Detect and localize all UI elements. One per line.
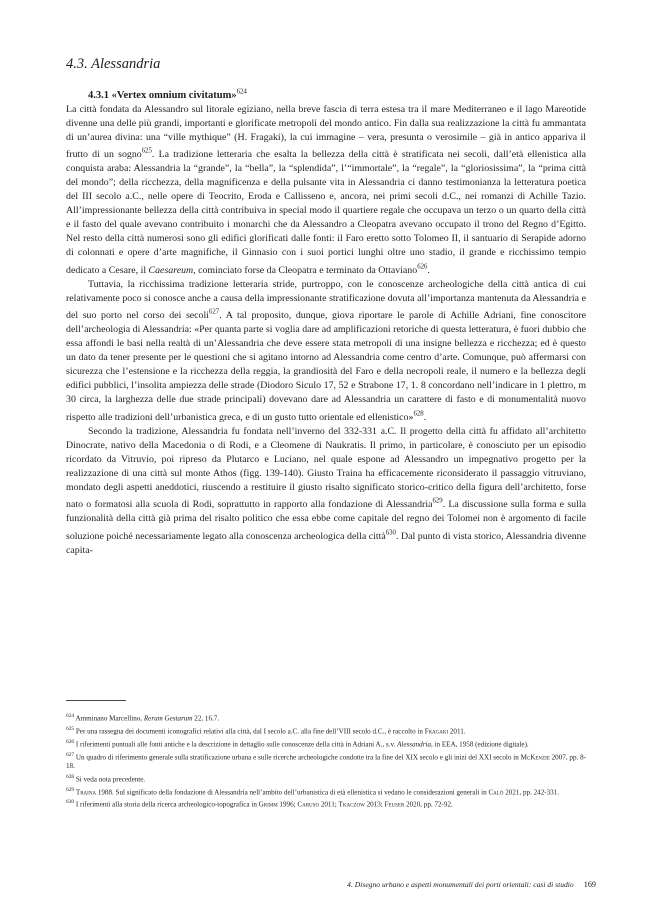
paragraph-3 [66,425,586,558]
author-name: Fragaki [424,727,449,736]
section-title: 4.3. Alessandria [66,56,161,72]
text-run: 2021, pp. 242-331. [503,787,560,796]
subsection-heading-text: 4.3.1 «Vertex omnium civitatum» [88,89,237,101]
footnote-ref: 624 [66,713,75,719]
italic-text: Rerum Gestarum [143,714,193,723]
author-name: Traina [75,787,97,796]
text-run: 1988. Sul significato della fondazione di Alessandria nell’ambito dell’urbanistica di età ellenistica si vedano le considerazioni generali in [96,787,489,796]
paragraph-2-text [66,279,586,423]
author-name: Feuser [384,800,405,809]
author-name: Tkaczow [338,800,365,809]
text-run: . [427,264,430,276]
footnote-separator [66,700,126,701]
paragraph-2 [66,278,586,425]
text-run: La città fondata da Alessandro sul litorale egiziano, nella breve fascia di terra estesa tra il mare Mediterraneo e il lago Mareotide divenne una delle più grandi, importanti e glorificate metropoli del mondo antico. Fin dalla sua realizzazione la città fu ammantata di un’aurea divina: una “ville mythique” (H. Fragaki), la cui immagine – vera, presunta o verosimile – già in antico appariva il frutto di un sogno [66,103,586,160]
italic-text: Alessandria [397,740,431,749]
footnote-ref: 629 [432,498,443,505]
author-name: Grimm [258,800,278,809]
footnote-ref: 627 [66,751,75,758]
author-name: Calò [488,787,504,796]
text-run: 2013; [364,800,385,809]
paragraph-3-text [66,426,586,556]
text-run: Amminano Marcellino, [74,714,144,723]
running-title: 4. Disegno urbano e aspetti monumentali dei porti orientali: casi di studio [347,880,574,889]
page-footer [300,880,596,889]
footnote-ref: 626 [66,738,75,745]
body-text [66,85,586,685]
text-run: Tuttavia, la ricchissima tradizione letteraria stride, purtroppo, con le conoscenze archeologiche della città antica di cui relativamente poco si conosce anche a causa della impressionante stratificazione dovuta all’importanza mantenuta da Alessandria e del suo porto nel corso dei secoli [66,278,586,322]
text-run: . [423,411,427,423]
footnote [66,773,586,785]
text-run: . La discussione sulla forma e sulla funzionalità della città già prima del risalto politico che essa ebbe come capitale del regno dei Tolomei non è argomento di facile soluzione poiché necessariamente legato alla conoscenza archeologica della città [66,499,586,542]
text-run: , cominciato forse da Cleopatra e terminato da Ottaviano [193,264,418,276]
subsection-heading [88,90,247,101]
footnote-ref: 628 [413,410,424,418]
footnote-ref: 630 [385,529,396,537]
footnote-ref: 630 [66,799,75,806]
footnote-ref: 626 [417,263,428,271]
text-run: 2020, pp. 72-92. [404,800,453,809]
text-run: I riferimenti alla storia della ricerca archeologico-topografica in [74,800,259,809]
footnotes [66,712,586,811]
subsection-paragraph [66,85,586,278]
footnote [66,725,586,737]
text-run: . A tal proposito, dunque, giova riportare le parole di Achille Adriani, fine conoscitore dell’archeologia di Alessandria: «Per quanta parte si voglia dare ad amplificazioni retoriche di questa letteratura, è fuori dubbio che essa affondi le basi nella realtà di un’Alessandria che deve essere stata metropoli di una insigne bellezza e ricchezza; ed è questo un dato da tener presente per le questioni che si agitano intorno ad Alessandria come centro d’arte. Comunque, può affermarsi con sicurezza che l’estensione e la ricchezza della reggia, la grandiosità del Faro e della necropoli reale, il numero e la bellezza degli edifici pubblici, l’insolita ampiezza delle strade (Diodoro Siculo 17, 52 e Strabone 17, 1. 8 concordano nell’indicare in 1 plettro, m 30 circa, la larghezza delle due strade principali) dovevano dare ad Alessandria un carattere di fasto e di monumentalità nuovo rispetto alle tradizioni dell’urbanistica greca, e di un gusto tutto orientale ed ellenistico» [66,310,586,423]
author-name: Caruso [297,800,320,809]
italic-text: Caesareum [148,264,194,276]
text-run: , in EEA, 1958 (edizione digitale). [431,740,529,749]
text-run: Un quadro di riferimento generale sulla stratificazione urbana e sulle ricerche archeologiche condotte tra la fine del XIX secolo e gli inizi del XXI secolo in [74,752,521,761]
text-run: I riferimenti puntuali alle fonti antiche e la descrizione in dettaglio sulle conoscenze della città in Adriani A., s.v. [74,740,398,749]
text-run: 2011. [448,727,466,736]
footnote-ref: 629 [66,786,75,793]
text-run: 2007, pp. 8-18. [66,752,586,771]
footnote [66,738,586,750]
paragraph-1-text [66,104,586,276]
text-run: 2011; [319,800,339,809]
text-run: 1996; [277,800,298,809]
text-run: 22, 16.7. [192,714,220,723]
footnote [66,798,586,810]
footnote-ref: 624 [236,88,247,95]
text-run: . Dal punto di vista storico, Alessandria divenne capita- [66,530,586,556]
footnote [66,751,586,772]
footnote [66,786,586,798]
footnote-ref: 625 [141,147,152,155]
page-number: 169 [583,880,596,889]
footnote-ref: 627 [208,308,220,316]
text-run: . La tradizione letteraria che esalta la bellezza della città è stratificata nei secoli, dall’età ellenistica alla conquista araba: Alessandria la “grande”, la “bella”, la “splendida”, l’“immortale”, la “regale”, la “gloriosissima”, la “prima città del mondo”; della ricchezza, della magnificenza e della pulsante vita in Alessandria ci danno testimonianza la letteratura poetica del III secolo a.C., nelle opere di Teocrito, Eroda e Callisseno e, ancora, nei primi secoli d.C., nei romanzi di Achille Tazio. All’impressionante bellezza della città contribuiva in special modo il quartiere regale che occupava un terzo o un quarto della città e il fasto del quale avevano contribuito i monarchi che da Alessandro a Cleopatra avevano occupato il trono del Regno d’Egitto. Nel resto della città numerosi sono gli edifici glorificati dalle fonti: il Faro eretto sotto Tolomeo II, il santuario di Serapide adorno di colonnati e opere d’arte magnifiche, il Ginnasio con i suoi portici lunghi oltre uno stadio, il grande e ricchissimo tempio dedicato a Cesare, il [66,148,586,276]
footnote [66,712,586,724]
text-run: Secondo la tradizione, Alessandria fu fondata nell’inverno del 332-331 a.C. Il progetto della città fu affidato all’architetto Dinocrate, nativo della Macedonia o di Rodi, e a Cleomene di Naukratis. Il primo, in particolare, è conosciuto per un episodio ricordato da Vitruvio, poi ripreso da Plutarco e Luciano, nel quale espone ad Alessandro un impegnativo progetto per la realizzazione di una città sul monte Athos (figg. 139-140). Giusto Traina ha efficacemente riconsiderato il passaggio vitruviano, mondato degli aspetti aneddotici, riuscendo a restituire il giusto risalto significato storico-critico della figura dell’architetto, forse nato o formatosi alla scuola di Rodi, soprattutto in rapporto alla fondazione di Alessandria [66,425,586,511]
footnote-ref: 625 [66,725,75,732]
text-run: Si veda nota precedente. [74,775,146,784]
author-name: McKenzie [520,752,550,761]
footnote-ref: 628 [66,773,75,780]
text-run: Per una rassegna dei documenti iconografici relativi alla città, dal I secolo a.C. alla fine dell’VIII secolo d.C., è raccolto in [74,727,425,736]
